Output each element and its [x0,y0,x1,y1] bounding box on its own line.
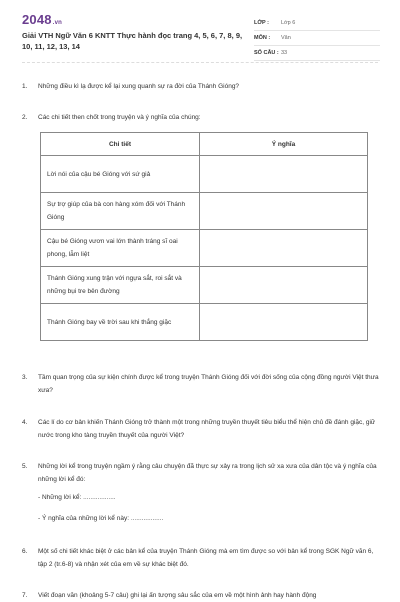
table-row [41,267,368,304]
meta-row-question-count [254,46,380,61]
meta-value: 33 [281,50,288,56]
meta-label: SỐ CÂU : [254,50,279,56]
meaning-cell[interactable] [200,304,368,341]
question-number: 6. [22,548,28,555]
meta-label: LỚP : [254,20,269,26]
question-text: Các chi tiết then chốt trong truyện và ý nghĩa của chúng: [38,114,201,121]
meta-row-class [254,16,380,31]
question-5 [22,460,380,486]
question-number: 2. [22,114,28,121]
document-title: Giải VTH Ngữ Văn 6 KNTT Thực hành đọc trang 4, 5, 6, 7, 8, 9, 10, 11, 12, 13, 14 [22,31,243,51]
detail-cell: Thánh Gióng xung trận với ngựa sắt, roi sắt và những bụi tre bên đường [41,267,200,304]
meaning-cell[interactable] [200,156,368,193]
question-text: Một số chi tiết khác biệt ở các bản kể của truyện Thánh Gióng mà em tìm được so với bản kể trong SGK Ngữ văn 6, tập 2 (tr.6-8) và nhận xét của em về sự khác biệt đó. [38,548,374,568]
question-text: Những lời kể trong truyện ngầm ý rằng câu chuyện đã thực sự xảy ra trong lịch sử xa xưa của dân tộc và ý nghĩa của những lời kể đó: [38,463,377,483]
q5-sub-line-1 [38,494,116,501]
question-3 [22,371,380,397]
question-text: Tầm quan trọng của sự kiện chính được kể trong truyện Thánh Gióng đối với đời sống của cộng đồng người Việt thưa xưa? [38,374,379,394]
detail-cell: Cậu bé Gióng vươn vai lớn thành tráng sĩ oai phong, lẫm liệt [41,230,200,267]
header [0,0,400,58]
logo-text: 2048 [22,12,52,27]
table-row [41,193,368,230]
meta-value: Văn [281,35,291,41]
table-row [41,304,368,341]
question-6 [22,545,380,571]
table-row [41,156,368,193]
question-4 [22,416,380,442]
detail-cell: Lời nói của cậu bé Gióng với sứ giả [41,156,200,193]
question-text: Những điều kì lạ được kể lại xung quanh sự ra đời của Thánh Gióng? [38,83,240,90]
question-text: Viết đoạn văn (khoảng 5-7 câu) ghi lại ấn tượng sâu sắc của em về một hình ảnh hay hành động [38,592,317,599]
answer-blank[interactable]: .................. [83,494,116,501]
table-row [41,230,368,267]
question-1 [22,80,380,93]
meta-value: Lớp 6 [281,20,296,26]
q5-sub-line-2 [38,515,163,522]
answer-blank[interactable]: .................. [130,515,164,522]
question-number: 7. [22,592,28,599]
question-number: 3. [22,374,28,381]
table-header-row [41,133,368,156]
question-number: 1. [22,83,28,90]
sub-line-label: - Ý nghĩa của những lời kể này: [38,515,129,522]
question-number: 5. [22,463,28,470]
meta-label: MÔN : [254,35,271,41]
header-divider [22,62,378,63]
question-number: 4. [22,419,28,426]
column-header-detail: Chi tiết [41,133,200,156]
details-table [40,132,368,341]
question-7 [22,589,380,602]
meta-info [254,16,380,61]
site-logo[interactable] [22,12,62,27]
logo-suffix: .vn [52,20,63,26]
detail-cell: Thánh Gióng bay về trời sau khi thắng giặc [41,304,200,341]
column-header-meaning: Ý nghĩa [200,133,368,156]
meaning-cell[interactable] [200,230,368,267]
sub-line-label: - Những lời kể: [38,494,82,501]
question-text: Các lí do cơ bản khiến Thánh Gióng trở thành một trong những truyền thuyết tiêu biểu thể hiện chủ đề đánh giặc, giữ nước trong kho tàng truyền thuyết của người Việt? [38,419,376,439]
detail-cell: Sự trợ giúp của bà con hàng xóm đối với Thánh Gióng [41,193,200,230]
meta-row-subject [254,31,380,46]
meaning-cell[interactable] [200,267,368,304]
question-2 [22,111,380,124]
meaning-cell[interactable] [200,193,368,230]
